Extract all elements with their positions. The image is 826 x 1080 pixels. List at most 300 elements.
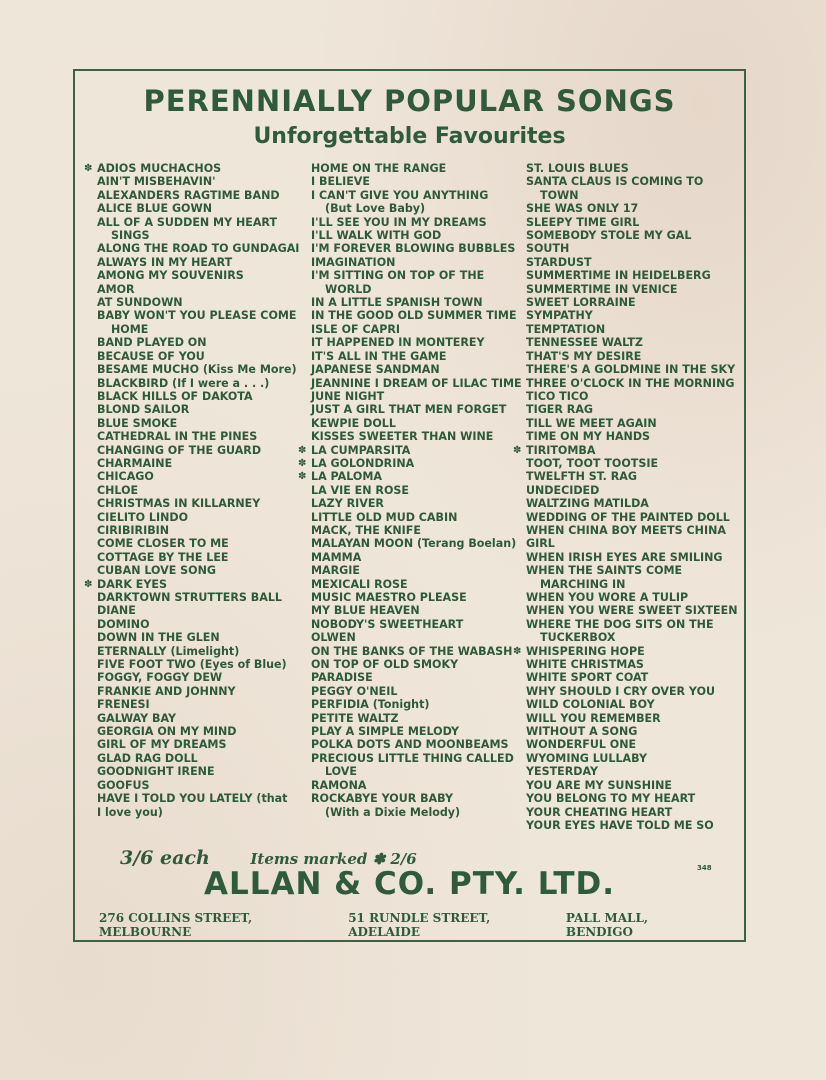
song-title	[97, 604, 299, 617]
song-title-text: WHEN YOU WERE SWEET SIXTEEN	[526, 604, 738, 618]
price-each: 3/6 each	[120, 847, 210, 869]
song-title	[526, 671, 737, 684]
song-title-text: SLEEPY TIME GIRL	[526, 215, 640, 229]
song-title-text: PRECIOUS LITTLE THING CALLED	[311, 751, 514, 765]
song-title-continuation	[97, 323, 299, 336]
song-title-text: IT HAPPENED IN MONTEREY	[311, 336, 485, 350]
song-title	[311, 685, 522, 698]
song-title-text: CUBAN LOVE SONG	[97, 564, 216, 578]
song-title-text: I CAN'T GIVE YOU ANYTHING	[311, 188, 489, 202]
song-title-text: POLKA DOTS AND MOONBEAMS	[311, 738, 509, 752]
song-title	[97, 658, 299, 671]
song-title-text: IN THE GOOD OLD SUMMER TIME	[311, 309, 517, 323]
song-title-text: UNDECIDED	[526, 483, 600, 497]
song-title-text: KEWPIE DOLL	[311, 416, 396, 430]
song-title	[526, 618, 737, 631]
song-title	[526, 765, 737, 778]
song-title	[526, 309, 737, 322]
song-title-text: GALWAY BAY	[97, 711, 177, 725]
song-title	[97, 671, 299, 684]
song-title	[526, 792, 737, 805]
song-title	[526, 511, 737, 524]
song-title	[84, 577, 299, 591]
address-melbourne: 276 COLLINS STREET, MELBOURNE	[99, 911, 253, 939]
song-title-text: CIRIBIRIBIN	[97, 523, 170, 537]
song-title-text: MY BLUE HEAVEN	[311, 604, 420, 618]
song-title-text: LA VIE EN ROSE	[311, 483, 409, 497]
song-title	[311, 671, 522, 684]
song-title	[311, 578, 522, 591]
song-title-text: FIVE FOOT TWO (Eyes of Blue)	[97, 658, 287, 672]
song-title	[526, 283, 737, 296]
song-title	[97, 497, 299, 510]
song-title	[526, 216, 737, 229]
song-title	[311, 323, 522, 336]
song-title	[311, 377, 522, 390]
song-title-text: PEGGY O'NEIL	[311, 684, 398, 698]
song-title-text: WILD COLONIAL BOY	[526, 698, 655, 712]
song-title-text: ADIOS MUCHACHOS	[97, 162, 222, 175]
address-line	[99, 911, 719, 939]
song-title-text: COME CLOSER TO ME	[97, 537, 229, 551]
song-title	[97, 470, 299, 483]
address-adelaide: 51 RUNDLE STREET, ADELAIDE	[348, 911, 491, 939]
song-title	[311, 497, 522, 510]
song-title-text: BABY WON'T YOU PLEASE COME	[97, 309, 297, 323]
song-title	[97, 283, 299, 296]
song-title-continuation	[311, 283, 522, 296]
song-title-text: ST. LOUIS BLUES	[526, 162, 629, 175]
song-title	[311, 309, 522, 322]
song-title	[311, 645, 522, 658]
song-title-text: ISLE OF CAPRI	[311, 322, 401, 336]
song-title-continuation	[97, 229, 299, 242]
song-title	[526, 537, 737, 550]
song-title-text: AMOR	[97, 282, 135, 296]
song-title-text: YOUR EYES HAVE TOLD ME SO	[526, 818, 714, 832]
page-subtitle: Unforgettable Favourites	[253, 124, 566, 149]
song-title-text: BAND PLAYED ON	[97, 336, 207, 350]
song-title-text: WORLD	[325, 282, 372, 296]
song-title-text: WITHOUT A SONG	[526, 725, 638, 739]
song-title-text: TICO TICO	[526, 389, 589, 403]
song-title-text: JUST A GIRL THAT MEN FORGET	[311, 403, 507, 417]
song-title-text: MUSIC MAESTRO PLEASE	[311, 591, 467, 604]
song-title	[311, 524, 522, 537]
song-title-text: SINGS	[111, 229, 150, 243]
song-title	[526, 604, 737, 617]
song-title	[97, 363, 299, 376]
song-title	[298, 470, 522, 484]
song-title-text: DOMINO	[97, 617, 150, 631]
song-title-text: SYMPATHY	[526, 309, 593, 323]
song-title-text: LITTLE OLD MUD CABIN	[311, 510, 458, 524]
song-title	[513, 644, 737, 658]
song-title	[311, 189, 522, 202]
song-title	[526, 175, 737, 188]
song-title-text: HAVE I TOLD YOU LATELY (that	[97, 792, 288, 806]
song-title-text: COTTAGE BY THE LEE	[97, 550, 229, 564]
song-title	[311, 403, 522, 416]
song-title-text: I'LL SEE YOU IN MY DREAMS	[311, 215, 487, 229]
song-title-text: THAT'S MY DESIRE	[526, 349, 642, 363]
star-marker-icon: ✽	[298, 471, 307, 483]
song-title-text: ALEXANDERS RAGTIME BAND	[97, 188, 280, 202]
song-title	[97, 256, 299, 269]
song-title	[311, 725, 522, 738]
song-column-3	[513, 162, 738, 832]
song-title-text: TENNESSEE WALTZ	[526, 336, 643, 350]
song-title-text: JUNE NIGHT	[311, 389, 385, 403]
song-title-text: TOOT, TOOT TOOTSIE	[526, 456, 659, 470]
song-title-continuation	[311, 765, 522, 778]
song-title	[526, 229, 737, 242]
song-title-text: PERFIDIA (Tonight)	[311, 698, 430, 712]
song-title	[526, 752, 737, 765]
song-title-text: I'LL WALK WITH GOD	[311, 229, 442, 243]
star-marker-icon: ✽	[298, 444, 307, 456]
song-title-text: RAMONA	[311, 778, 367, 792]
song-title-text: AMONG MY SOUVENIRS	[97, 269, 244, 283]
song-title	[97, 430, 299, 443]
song-title-text: TOWN	[540, 188, 579, 202]
song-title	[97, 269, 299, 282]
star-marker-icon: ✽	[513, 444, 522, 456]
song-title-text: TIME ON MY HANDS	[526, 430, 651, 444]
song-title-text: ALONG THE ROAD TO GUNDAGAI	[97, 242, 300, 256]
song-title	[97, 189, 299, 202]
song-title	[311, 229, 522, 242]
star-marker-icon: ✽	[298, 457, 307, 469]
song-title	[526, 712, 737, 725]
song-title-text: STARDUST	[526, 255, 592, 269]
song-title	[526, 256, 737, 269]
song-title-continuation	[526, 631, 737, 644]
song-title-text: MALAYAN MOON (Terang Boelan)	[311, 537, 517, 551]
song-title-text: IN A LITTLE SPANISH TOWN	[311, 296, 483, 310]
song-title	[311, 296, 522, 309]
song-title-text: ROCKABYE YOUR BABY	[311, 792, 454, 806]
song-title	[298, 443, 522, 457]
song-title	[97, 444, 299, 457]
star-marker-icon: ✽	[513, 645, 522, 657]
song-title	[97, 792, 299, 805]
song-title-text: WHITE CHRISTMAS	[526, 658, 644, 672]
song-title	[97, 725, 299, 738]
song-title	[97, 591, 299, 604]
song-title-text: WHEN CHINA BOY MEETS CHINA	[526, 523, 726, 537]
song-title	[97, 296, 299, 309]
song-title	[97, 645, 299, 658]
song-title-text: KISSES SWEETER THAN WINE	[311, 430, 494, 444]
song-title-text: ON THE BANKS OF THE WABASH	[311, 644, 513, 658]
song-title-text: SWEET LORRAINE	[526, 296, 636, 310]
song-title-text: SANTA CLAUS IS COMING TO	[526, 175, 704, 189]
song-title-text: WHEN IRISH EYES ARE SMILING	[526, 550, 723, 564]
song-title	[311, 604, 522, 617]
song-title-text: I BELIEVE	[311, 175, 370, 189]
song-title	[311, 591, 522, 604]
song-title	[97, 752, 299, 765]
song-title	[311, 363, 522, 376]
song-title	[311, 618, 522, 631]
song-title	[97, 779, 299, 792]
song-title-text: LOVE	[325, 765, 357, 779]
song-title-text: PARADISE	[311, 671, 373, 685]
song-title	[526, 202, 737, 215]
song-title	[97, 350, 299, 363]
song-title	[526, 497, 737, 510]
song-title-text: BLACK HILLS OF DAKOTA	[97, 389, 253, 403]
song-title-text: THERE'S A GOLDMINE IN THE SKY	[526, 363, 736, 377]
song-title-text: WILL YOU REMEMBER	[526, 711, 661, 725]
song-title	[526, 779, 737, 792]
song-title-text: FRENESI	[97, 698, 150, 712]
song-title	[97, 403, 299, 416]
song-title-text: LA GOLONDRINA	[311, 456, 415, 470]
song-title-text: WONDERFUL ONE	[526, 738, 637, 752]
song-title-text: BLACKBIRD (If I were a . . .)	[97, 376, 270, 390]
song-title-text: WYOMING LULLABY	[526, 751, 648, 765]
song-title-text: SOUTH	[526, 242, 570, 256]
song-title	[526, 336, 737, 349]
song-title	[526, 377, 737, 390]
star-marker-icon: ✽	[84, 163, 93, 174]
song-title	[526, 725, 737, 738]
song-title-text: YOU ARE MY SUNSHINE	[526, 778, 672, 792]
song-title	[311, 537, 522, 550]
song-title-text: BESAME MUCHO (Kiss Me More)	[97, 363, 297, 377]
song-column-2	[298, 162, 522, 819]
song-title	[526, 403, 737, 416]
song-title-text: GIRL	[526, 537, 555, 551]
song-title	[84, 162, 299, 175]
song-title-text: JEANNINE I DREAM OF LILAC TIME	[311, 376, 522, 390]
song-title-text: SHE WAS ONLY 17	[526, 202, 639, 216]
song-title	[526, 658, 737, 671]
song-title-text: ALWAYS IN MY HEART	[97, 255, 233, 269]
catalog-number: 348	[697, 864, 712, 872]
song-title-text: (But Love Baby)	[325, 202, 426, 216]
song-title-text: YOU BELONG TO MY HEART	[526, 792, 696, 806]
song-title-text: CHICAGO	[97, 470, 154, 484]
song-title	[97, 524, 299, 537]
song-title-text: CIELITO LINDO	[97, 510, 189, 524]
song-title	[526, 242, 737, 255]
song-title-text: ALL OF A SUDDEN MY HEART	[97, 215, 278, 229]
song-title-text: WALTZING MATILDA	[526, 497, 649, 511]
song-title	[526, 698, 737, 711]
song-title-text: MEXICALI ROSE	[311, 577, 408, 591]
song-title-text: GOOFUS	[97, 778, 150, 792]
song-title	[526, 390, 737, 403]
song-title	[311, 551, 522, 564]
song-title	[97, 484, 299, 497]
song-title-text: TEMPTATION	[526, 322, 606, 336]
song-title-text: GLAD RAG DOLL	[97, 751, 198, 765]
star-marker-icon: ✽	[84, 578, 93, 590]
song-title	[97, 511, 299, 524]
song-title-text: IMAGINATION	[311, 255, 396, 269]
song-title-text: DARK EYES	[97, 577, 167, 591]
song-title	[526, 819, 737, 832]
song-title	[526, 564, 737, 577]
song-title	[526, 470, 737, 483]
song-title-text: BLUE SMOKE	[97, 416, 178, 430]
song-title-text: WHITE SPORT COAT	[526, 671, 649, 685]
song-title-text: JAPANESE SANDMAN	[311, 363, 440, 377]
song-title-text: HOME	[111, 322, 149, 336]
song-title-text: TIRITOMBA	[526, 443, 596, 457]
song-title-text: TWELFTH ST. RAG	[526, 470, 637, 484]
song-title-text: CHRISTMAS IN KILLARNEY	[97, 497, 261, 511]
song-title	[311, 779, 522, 792]
song-title-continuation	[311, 202, 522, 215]
song-title	[97, 216, 299, 229]
song-title-text: TIGER RAG	[526, 403, 594, 417]
song-title-continuation	[311, 806, 522, 819]
song-title	[311, 511, 522, 524]
price-marked: Items marked ✽ 2/6	[250, 850, 417, 868]
song-title	[526, 806, 737, 819]
song-title	[311, 712, 522, 725]
song-title-text: SOMEBODY STOLE MY GAL	[526, 229, 692, 243]
song-title-text: CATHEDRAL IN THE PINES	[97, 430, 258, 444]
song-title-text: MARGIE	[311, 564, 360, 578]
song-title-text: THREE O'CLOCK IN THE MORNING	[526, 376, 735, 390]
song-title	[526, 162, 737, 175]
song-title	[311, 417, 522, 430]
song-title	[311, 792, 522, 805]
song-title-text: WHEN THE SAINTS COME	[526, 564, 683, 578]
song-title-text: I'M FOREVER BLOWING BUBBLES	[311, 242, 516, 256]
song-title-text: MARCHING IN	[540, 577, 626, 591]
song-title	[311, 752, 522, 765]
song-title-text: WHERE THE DOG SITS ON THE	[526, 617, 714, 631]
song-title-text: PLAY A SIMPLE MELODY	[311, 725, 460, 739]
song-title	[526, 524, 737, 537]
song-title	[311, 256, 522, 269]
song-title	[526, 350, 737, 363]
song-title	[526, 591, 737, 604]
song-title	[526, 269, 737, 282]
song-title-continuation	[526, 189, 737, 202]
song-title	[311, 216, 522, 229]
song-title	[97, 698, 299, 711]
song-title-text: DARKTOWN STRUTTERS BALL	[97, 591, 282, 604]
song-title-text: YESTERDAY	[526, 765, 599, 779]
song-title-text: CHARMAINE	[97, 456, 173, 470]
song-title	[526, 685, 737, 698]
song-title-text: GIRL OF MY DREAMS	[97, 738, 227, 752]
song-title	[311, 698, 522, 711]
song-title-text: AT SUNDOWN	[97, 296, 183, 310]
song-title-text: NOBODY'S SWEETHEART	[311, 617, 464, 631]
song-title-text: CHLOE	[97, 483, 139, 497]
page-title: PERENNIALLY POPULAR SONGS	[143, 84, 676, 118]
song-title	[311, 269, 522, 282]
song-title-text: AIN'T MISBEHAVIN'	[97, 175, 216, 189]
song-title	[311, 336, 522, 349]
song-title	[526, 430, 737, 443]
song-title-text: GOODNIGHT IRENE	[97, 765, 215, 779]
song-title	[311, 658, 522, 671]
song-title	[97, 377, 299, 390]
song-title	[97, 685, 299, 698]
song-title-text: OLWEN	[311, 631, 356, 645]
song-title	[311, 564, 522, 577]
song-title-text: BLOND SAILOR	[97, 403, 190, 417]
song-title	[311, 242, 522, 255]
song-title-text: LAZY RIVER	[311, 497, 384, 511]
song-title-text: GEORGIA ON MY MIND	[97, 725, 237, 739]
song-title	[97, 551, 299, 564]
song-title	[97, 309, 299, 322]
song-title	[97, 390, 299, 403]
song-title	[97, 336, 299, 349]
song-title	[526, 363, 737, 376]
song-title-text: CHANGING OF THE GUARD	[97, 443, 262, 457]
song-title-text: TUCKERBOX	[540, 631, 616, 645]
song-title-text: FOGGY, FOGGY DEW	[97, 671, 223, 685]
song-title	[97, 618, 299, 631]
song-title	[311, 350, 522, 363]
song-title-text: MACK, THE KNIFE	[311, 523, 421, 537]
song-title-text: WHISPERING HOPE	[526, 644, 645, 658]
song-title-continuation	[526, 578, 737, 591]
song-title	[526, 417, 737, 430]
company-name: ALLAN & CO. PTY. LTD.	[203, 866, 616, 902]
song-title	[311, 390, 522, 403]
song-title	[311, 162, 522, 175]
song-title-text: FRANKIE AND JOHNNY	[97, 684, 236, 698]
song-title	[526, 484, 737, 497]
song-title	[311, 430, 522, 443]
song-title	[97, 564, 299, 577]
song-title	[97, 417, 299, 430]
song-column-1	[84, 162, 300, 819]
song-title-text: MAMMA	[311, 550, 362, 564]
song-title	[97, 712, 299, 725]
song-title-text: ON TOP OF OLD SMOKY	[311, 658, 459, 672]
song-title	[298, 456, 522, 470]
song-title-text: SUMMERTIME IN HEIDELBERG	[526, 269, 711, 283]
song-title	[526, 323, 737, 336]
song-title	[311, 738, 522, 751]
song-title-text: HOME ON THE RANGE	[311, 162, 447, 175]
song-title	[97, 175, 299, 188]
song-title-text: DOWN IN THE GLEN	[97, 631, 220, 645]
song-title-text: PETITE WALTZ	[311, 711, 399, 725]
song-title	[97, 242, 299, 255]
song-title-text: BECAUSE OF YOU	[97, 349, 205, 363]
song-title	[97, 738, 299, 751]
song-title	[97, 537, 299, 550]
song-title	[513, 443, 737, 457]
song-title	[526, 551, 737, 564]
song-title	[526, 457, 737, 470]
song-title-text: LA CUMPARSITA	[311, 443, 411, 457]
address-bendigo: PALL MALL, BENDIGO	[565, 911, 649, 939]
song-title-text: I'M SITTING ON TOP OF THE	[311, 269, 485, 283]
song-title-text: LA PALOMA	[311, 470, 382, 484]
song-title	[97, 806, 299, 819]
song-title-text: ETERNALLY (Limelight)	[97, 644, 240, 658]
song-title-text: SUMMERTIME IN VENICE	[526, 282, 678, 296]
song-title	[526, 738, 737, 751]
song-title	[526, 296, 737, 309]
song-title-text: WHEN YOU WORE A TULIP	[526, 591, 689, 604]
